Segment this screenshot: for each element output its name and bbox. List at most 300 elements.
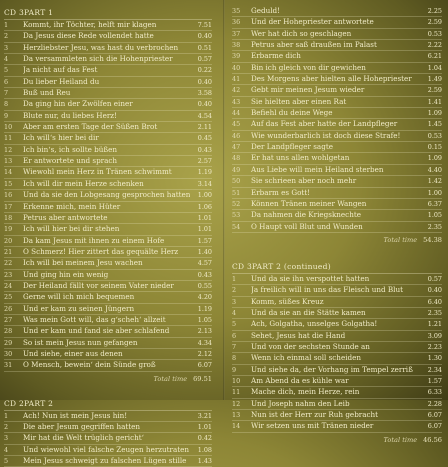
cd-label: CD 3 xyxy=(4,8,25,17)
track-row xyxy=(232,399,442,410)
track-duration: 2.35 xyxy=(427,308,442,317)
track-number: 35 xyxy=(232,7,241,15)
track-duration: 1.19 xyxy=(197,168,212,177)
track-number: 3 xyxy=(4,43,9,52)
track-duration: 0.40 xyxy=(427,286,442,295)
track-duration: 2.12 xyxy=(197,349,212,358)
track-row xyxy=(232,40,442,51)
track-number: 9 xyxy=(232,365,237,374)
track-row xyxy=(232,342,442,353)
track-number: 9 xyxy=(4,111,9,120)
track-duration: 2.35 xyxy=(427,222,442,231)
track-row xyxy=(4,167,212,178)
cd-label: CD 2 xyxy=(4,398,25,408)
track-duration: 1.06 xyxy=(197,202,212,211)
track-title: Ich will bei meinem Jesu wachen xyxy=(23,258,143,268)
track-number: 12 xyxy=(232,399,241,408)
part-label: PART 2 xyxy=(24,398,54,408)
track-row xyxy=(4,258,212,269)
track-number: 8 xyxy=(4,100,9,109)
track-row xyxy=(232,17,442,28)
track-title: Ich will hier bei dir stehen xyxy=(23,224,120,234)
track-row xyxy=(4,292,212,303)
track-number: 2 xyxy=(4,423,9,431)
track-duration: 2.13 xyxy=(197,327,212,336)
track-title: Am Abend da es kühle war xyxy=(251,375,349,385)
track-number: 52 xyxy=(232,199,241,208)
booklet-fold xyxy=(223,0,225,400)
track-number: 31 xyxy=(4,361,13,370)
track-number: 5 xyxy=(232,320,237,329)
track-row xyxy=(4,65,212,76)
track-row xyxy=(4,456,212,467)
track-number: 1 xyxy=(232,274,237,283)
track-row xyxy=(4,360,212,371)
track-row xyxy=(232,353,442,364)
track-row xyxy=(4,190,212,201)
track-row xyxy=(4,156,212,167)
track-number: 12 xyxy=(4,145,13,154)
total-label: Total time xyxy=(153,374,188,383)
track-duration: 6.37 xyxy=(427,199,442,208)
track-duration: 0.15 xyxy=(427,143,442,152)
track-title: Und von der sechsten Stunde an xyxy=(251,341,370,351)
track-title: Und siehe da, der Vorhang im Tempel zerriß xyxy=(251,364,413,374)
cd2-continued-track-list xyxy=(232,6,442,233)
track-title: Er antwortete und sprach xyxy=(23,156,118,166)
track-number: 6 xyxy=(4,77,9,86)
track-number: 28 xyxy=(4,327,13,336)
track-row xyxy=(4,422,212,433)
track-number: 43 xyxy=(232,97,241,106)
track-number: 44 xyxy=(232,109,241,118)
track-number: 42 xyxy=(232,86,241,95)
track-duration: 0.40 xyxy=(197,100,212,109)
track-number: 53 xyxy=(232,211,241,220)
track-duration: 4.34 xyxy=(197,338,212,347)
track-row xyxy=(4,270,212,281)
track-duration: 2.57 xyxy=(197,157,212,166)
track-number: 6 xyxy=(232,331,237,340)
track-title: Da nahmen die Kriegsknechte xyxy=(251,210,361,220)
track-title: Ja nicht auf das Fest xyxy=(23,65,98,75)
track-row xyxy=(4,133,212,144)
track-row xyxy=(232,119,442,130)
track-title: Aus Liebe will mein Heiland sterben xyxy=(251,164,384,174)
track-title: O Mensch, bewein‘ dein Sünde groß xyxy=(23,360,156,370)
track-duration: 2.25 xyxy=(427,7,442,15)
track-title: Gerne will ich mich bequemen xyxy=(23,292,135,302)
track-number: 19 xyxy=(4,225,13,234)
track-row xyxy=(232,153,442,164)
track-number: 11 xyxy=(232,388,241,397)
track-number: 1 xyxy=(4,411,9,420)
track-row xyxy=(232,319,442,330)
track-duration: 1.40 xyxy=(197,247,212,256)
track-title: Wenn ich einmal soll scheiden xyxy=(251,353,361,363)
track-row xyxy=(232,74,442,85)
track-title: Was mein Gott will, das g‘scheh‘ allzeit xyxy=(23,314,166,324)
track-number: 51 xyxy=(232,188,241,197)
track-row xyxy=(4,281,212,292)
track-duration: 0.53 xyxy=(427,29,442,38)
track-duration: 4.20 xyxy=(197,293,212,302)
track-row xyxy=(4,202,212,213)
total-label: Total time xyxy=(383,435,418,444)
track-row xyxy=(232,285,442,296)
track-number: 10 xyxy=(232,376,241,385)
track-number: 38 xyxy=(232,41,241,50)
track-row xyxy=(4,54,212,65)
track-duration: 1.01 xyxy=(197,225,212,234)
track-title: Auf das Fest aber hatte der Landpfleger xyxy=(251,119,398,129)
track-duration: 2.22 xyxy=(427,41,442,50)
track-number: 5 xyxy=(4,66,9,75)
cd3-part2-header xyxy=(232,260,442,274)
track-number: 46 xyxy=(232,131,241,140)
track-row xyxy=(232,331,442,342)
track-title: Und da sie den Lobgesang gesprochen hatten xyxy=(23,190,190,200)
track-duration: 2.11 xyxy=(197,123,212,132)
track-title: Mein Jesus schweigt zu falschen Lügen stille xyxy=(23,456,187,466)
track-number: 29 xyxy=(4,338,13,347)
track-row xyxy=(4,411,212,422)
track-row xyxy=(232,210,442,221)
track-number: 49 xyxy=(232,165,241,174)
cd3-continued-track-list xyxy=(232,274,442,433)
track-number: 21 xyxy=(4,247,13,256)
track-duration: 6.33 xyxy=(427,388,442,397)
track-row xyxy=(232,222,442,233)
track-number: 4 xyxy=(4,55,9,64)
track-number: 13 xyxy=(4,157,13,166)
track-title: Sehet, Jesus hat die Hand xyxy=(251,330,346,340)
track-number: 7 xyxy=(232,342,237,351)
track-row xyxy=(232,142,442,153)
track-duration: 0.55 xyxy=(197,281,212,290)
track-title: Da versammleten sich die Hohenpriester xyxy=(23,54,173,64)
track-duration: 1.09 xyxy=(427,154,442,163)
track-title: Mache dich, mein Herze, rein xyxy=(251,387,360,397)
cd2-total xyxy=(232,233,442,247)
track-duration: 3.14 xyxy=(197,179,212,188)
track-row xyxy=(232,29,442,40)
track-row xyxy=(4,77,212,88)
track-number: 39 xyxy=(232,52,241,61)
track-duration: 1.42 xyxy=(427,177,442,186)
track-title: Mir hat die Welt trüglich gericht‘ xyxy=(23,433,144,443)
track-row xyxy=(232,63,442,74)
track-number: 47 xyxy=(232,143,241,152)
track-number: 54 xyxy=(232,222,241,231)
track-duration: 1.09 xyxy=(427,109,442,118)
track-row xyxy=(4,349,212,360)
track-title: Und wiewohl viel falsche Zeugen herzutraten xyxy=(23,444,190,454)
track-number: 10 xyxy=(4,123,13,132)
track-duration: 4.57 xyxy=(197,259,212,268)
cd3-continued-total xyxy=(232,433,442,447)
track-duration: 1.57 xyxy=(197,236,212,245)
track-number: 23 xyxy=(4,270,13,279)
track-title: Der Landpfleger sagte xyxy=(251,142,333,152)
track-duration: 6.07 xyxy=(427,422,442,431)
track-row xyxy=(4,247,212,258)
track-row xyxy=(232,176,442,187)
track-duration: 6.21 xyxy=(427,52,442,61)
track-row xyxy=(232,85,442,96)
track-row xyxy=(4,315,212,326)
track-number: 30 xyxy=(4,349,13,358)
track-row xyxy=(4,326,212,337)
track-title: Und er kam und fand sie aber schlafend xyxy=(23,326,170,336)
track-number: 48 xyxy=(232,154,241,163)
track-duration: 2.59 xyxy=(427,18,442,27)
track-duration: 0.22 xyxy=(197,66,212,75)
track-row xyxy=(4,111,212,122)
track-title: Du lieber Heiland du xyxy=(23,76,100,86)
track-row xyxy=(4,99,212,110)
track-number: 25 xyxy=(4,293,13,302)
part-label: PART 1 xyxy=(24,8,54,17)
track-row xyxy=(232,199,442,210)
track-row xyxy=(232,297,442,308)
track-duration: 4.54 xyxy=(197,111,212,120)
track-row xyxy=(4,179,212,190)
cd-label: CD 3 xyxy=(232,261,253,271)
track-duration: 1.45 xyxy=(427,120,442,129)
track-row xyxy=(232,6,442,17)
track-row xyxy=(4,236,212,247)
track-duration: 3.09 xyxy=(427,331,442,340)
track-duration: 1.41 xyxy=(427,97,442,106)
track-duration: 2.34 xyxy=(427,365,442,374)
track-duration: 4.40 xyxy=(427,165,442,174)
track-title: Erbarm es Gott! xyxy=(251,187,311,197)
track-title: Und Joseph nahm den Leib xyxy=(251,398,350,408)
track-title: Gebt mir meinen Jesum wieder xyxy=(251,85,365,95)
track-row xyxy=(232,365,442,376)
track-number: 2 xyxy=(232,286,237,295)
track-title: Und siehe, einer aus denen xyxy=(23,348,123,358)
track-duration: 3.58 xyxy=(197,89,212,98)
track-title: Da Jesus diese Rede vollendet hatte xyxy=(23,31,154,41)
track-title: Ich will‘s hier bei dir xyxy=(23,133,99,143)
track-duration: 3.21 xyxy=(197,411,212,420)
track-row xyxy=(232,274,442,285)
track-title: Er hat uns allen wohlgetan xyxy=(251,153,350,163)
track-row xyxy=(4,338,212,349)
track-row xyxy=(4,20,212,31)
track-title: O Haupt voll Blut und Wunden xyxy=(251,221,363,231)
track-title: Sie schrieen aber noch mehr xyxy=(251,176,357,186)
track-duration: 1.57 xyxy=(427,376,442,385)
track-duration: 1.04 xyxy=(427,63,442,72)
track-row xyxy=(232,108,442,119)
track-number: 4 xyxy=(232,308,237,317)
track-duration: 0.57 xyxy=(197,55,212,64)
track-row xyxy=(232,410,442,421)
track-row xyxy=(232,376,442,387)
track-title: Erbarme dich xyxy=(251,51,301,61)
track-duration: 1.30 xyxy=(427,354,442,363)
track-number: 14 xyxy=(232,422,241,431)
track-title: Befiehl du deine Wege xyxy=(251,108,333,118)
track-title: Sie hielten aber einen Rat xyxy=(251,96,347,106)
track-title: Können Tränen meiner Wangen xyxy=(251,198,367,208)
track-row xyxy=(4,304,212,315)
track-title: Komm, süßes Kreuz xyxy=(251,296,324,306)
track-number: 40 xyxy=(232,63,241,72)
track-number: 3 xyxy=(4,434,9,443)
track-duration: 2.28 xyxy=(427,399,442,408)
track-duration: 1.01 xyxy=(197,423,212,431)
track-title: Ich will dir mein Herze schenken xyxy=(23,178,144,188)
track-title: So ist mein Jesus nun gefangen xyxy=(23,337,138,347)
track-title: Ach! Nun ist mein Jesus hin! xyxy=(23,410,128,420)
track-duration: 0.43 xyxy=(197,145,212,154)
track-row xyxy=(232,51,442,62)
track-row xyxy=(232,131,442,142)
track-title: Da ging hin der Zwölfen einer xyxy=(23,99,133,109)
cd3-total xyxy=(4,372,212,386)
track-duration: 1.21 xyxy=(427,320,442,329)
track-duration: 6.40 xyxy=(427,297,442,306)
track-duration: 6.07 xyxy=(197,361,212,370)
track-number: 22 xyxy=(4,259,13,268)
track-row xyxy=(4,43,212,54)
track-title: Und da sie an die Stätte kamen xyxy=(251,307,366,317)
track-title: Die aber Jesum gegriffen hatten xyxy=(23,422,141,431)
track-row xyxy=(4,88,212,99)
track-duration: 1.05 xyxy=(427,211,442,220)
track-duration: 1.00 xyxy=(197,191,212,200)
track-number: 37 xyxy=(232,29,241,38)
track-number: 1 xyxy=(4,21,9,29)
track-row xyxy=(232,188,442,199)
cd2-part2-header xyxy=(4,397,212,411)
track-duration: 7.51 xyxy=(197,21,212,29)
track-title: Und ging hin ein wenig xyxy=(23,269,109,279)
track-number: 24 xyxy=(4,281,13,290)
track-title: Da kam Jesus mit ihnen zu einem Hofe xyxy=(23,235,165,245)
track-row xyxy=(232,165,442,176)
track-number: 2 xyxy=(4,32,9,41)
track-title: Erkenne mich, mein Hüter xyxy=(23,201,121,211)
track-duration: 0.40 xyxy=(197,77,212,86)
track-number: 4 xyxy=(4,445,9,454)
total-label: Total time xyxy=(383,235,418,244)
track-title: Der Heiland fällt vor seinem Vater nieder xyxy=(23,280,174,290)
track-title: Wiewohl mein Herz in Tränen schwimmt xyxy=(23,167,172,177)
track-title: Wir setzen uns mit Tränen nieder xyxy=(251,421,374,431)
track-duration: 1.08 xyxy=(197,445,212,454)
cd2-track-list xyxy=(4,411,212,467)
part-label: PART 2 (continued) xyxy=(252,261,331,271)
track-number: 3 xyxy=(232,297,237,306)
cd3-part1-header xyxy=(4,6,212,20)
track-row xyxy=(4,213,212,224)
track-number: 27 xyxy=(4,315,13,324)
track-duration: 1.43 xyxy=(197,457,212,466)
track-duration: 0.53 xyxy=(427,131,442,140)
track-title: O Schmerz! Hier zittert das gequälte Herz xyxy=(23,246,179,256)
track-duration: 2.59 xyxy=(427,86,442,95)
track-title: Wer hat dich so geschlagen xyxy=(251,28,352,38)
track-number: 17 xyxy=(4,202,13,211)
track-title: Blute nur, du liebes Herz! xyxy=(23,110,117,120)
track-title: Geduld! xyxy=(251,6,281,15)
track-duration: 1.00 xyxy=(427,188,442,197)
track-number: 18 xyxy=(4,213,13,222)
track-title: Petrus aber saß draußen im Palast xyxy=(251,40,377,50)
track-number: 11 xyxy=(4,134,13,143)
track-row xyxy=(4,122,212,133)
track-number: 13 xyxy=(232,411,241,419)
track-title: Des Morgens aber hielten alle Hohepriester xyxy=(251,74,412,84)
track-row xyxy=(232,421,442,432)
track-row xyxy=(4,224,212,235)
track-title: Aber am ersten Tage der Süßen Brot xyxy=(23,122,158,132)
track-duration: 0.57 xyxy=(427,274,442,283)
track-row xyxy=(232,387,442,398)
total-value: 54.38 xyxy=(423,235,442,244)
track-number: 5 xyxy=(4,457,9,466)
right-column xyxy=(232,6,442,447)
track-title: Und der Hohepriester antwortete xyxy=(251,17,374,27)
track-duration: 0.43 xyxy=(197,270,212,279)
track-number: 50 xyxy=(232,177,241,186)
track-row xyxy=(4,445,212,456)
track-title: Petrus aber antwortete xyxy=(23,212,108,222)
track-number: 26 xyxy=(4,304,13,313)
track-row xyxy=(4,145,212,156)
track-row xyxy=(4,433,212,444)
track-title: Ja freilich will in uns das Fleisch und Blut xyxy=(251,285,403,295)
track-title: Nun ist der Herr zur Ruh gebracht xyxy=(251,410,379,419)
track-duration: 0.45 xyxy=(197,134,212,143)
track-duration: 0.40 xyxy=(197,32,212,41)
track-title: Bin ich gleich von dir gewichen xyxy=(251,62,366,72)
track-number: 7 xyxy=(4,89,9,98)
track-number: 45 xyxy=(232,120,241,129)
track-title: Herzliebster Jesu, was hast du verbrochen xyxy=(23,42,179,52)
track-number: 20 xyxy=(4,236,13,245)
track-duration: 1.05 xyxy=(197,315,212,324)
track-row xyxy=(232,97,442,108)
track-number: 8 xyxy=(232,354,237,363)
track-number: 16 xyxy=(4,191,13,200)
track-duration: 0.51 xyxy=(197,43,212,52)
track-number: 36 xyxy=(232,18,241,27)
cd3-track-list xyxy=(4,20,212,372)
track-title: Ach, Golgatha, unselges Golgatha! xyxy=(251,319,378,329)
track-number: 15 xyxy=(4,179,13,188)
track-duration: 0.42 xyxy=(197,434,212,443)
track-title: Buß und Reu xyxy=(23,88,71,98)
track-duration: 2.23 xyxy=(427,342,442,351)
track-duration: 6.07 xyxy=(427,411,442,419)
track-duration: 1.19 xyxy=(197,304,212,313)
track-title: Wie wunderbarlich ist doch diese Strafe! xyxy=(251,130,401,140)
total-value: 69.51 xyxy=(193,374,212,383)
total-value: 46.56 xyxy=(423,435,442,444)
track-title: Und er kam zu seinen Jüngern xyxy=(23,303,135,313)
left-column xyxy=(4,6,212,467)
track-row xyxy=(4,31,212,42)
track-duration: 1.01 xyxy=(197,213,212,222)
track-title: Ich bin‘s, ich sollte büßen xyxy=(23,144,118,154)
track-number: 41 xyxy=(232,75,241,84)
